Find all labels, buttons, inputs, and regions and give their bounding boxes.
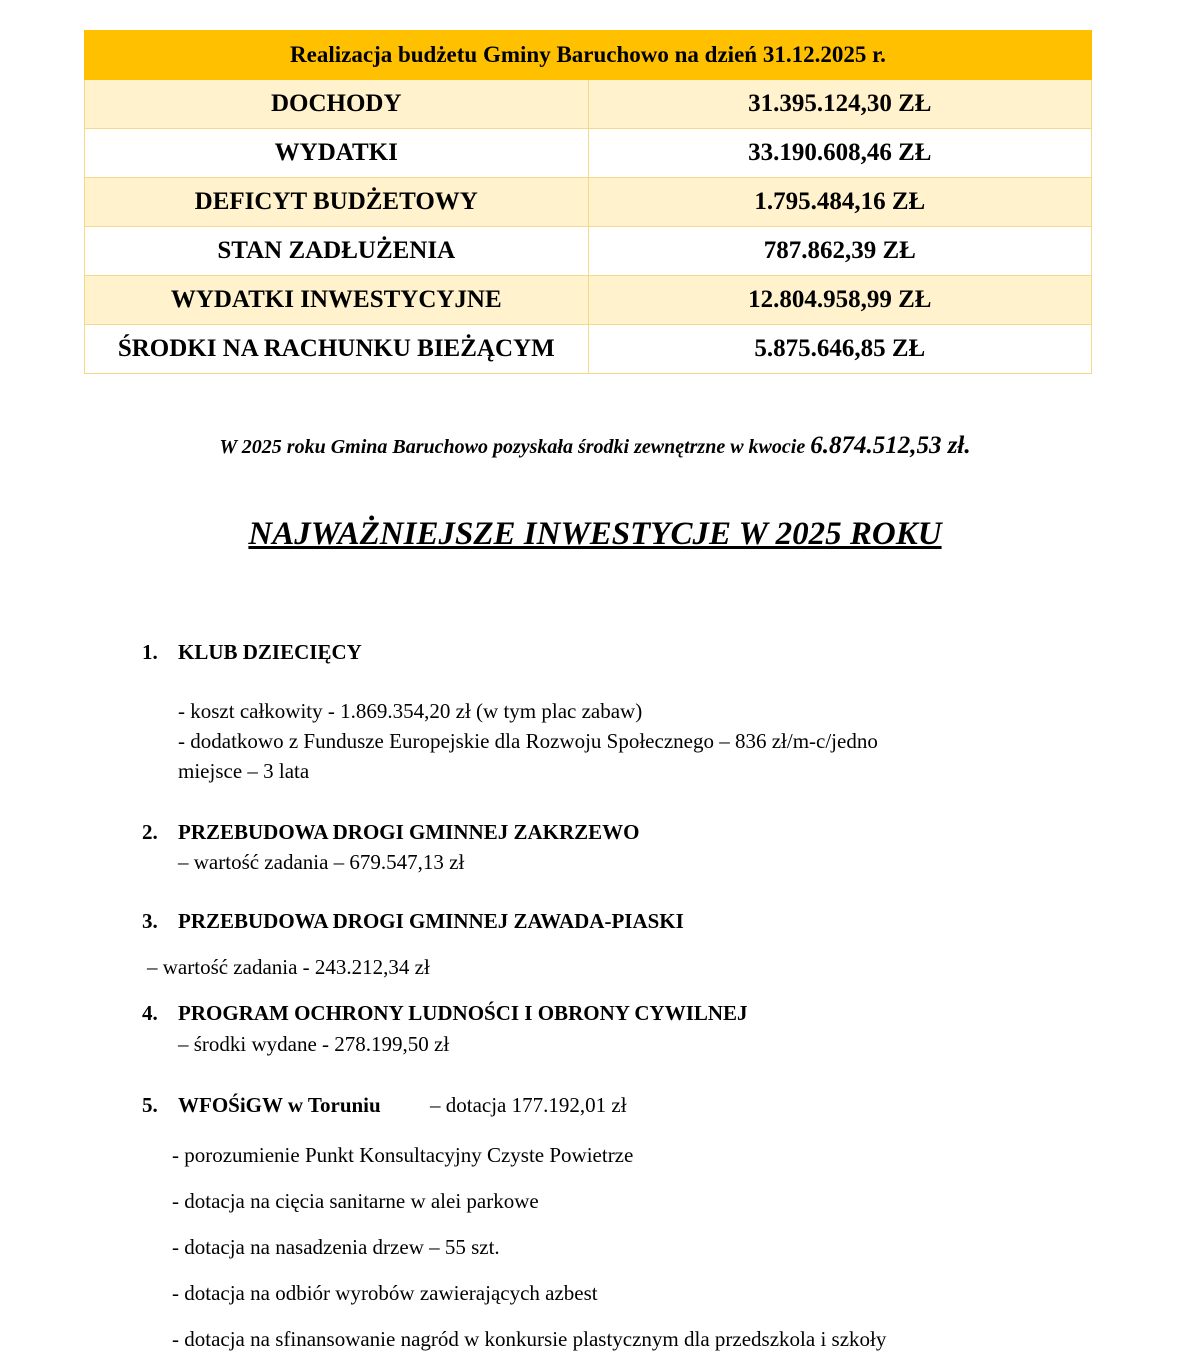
row-value: 31.395.124,30 ZŁ bbox=[588, 80, 1092, 129]
item-number: 2. bbox=[142, 820, 158, 844]
budget-title-row bbox=[85, 31, 1092, 80]
row-label: DOCHODY bbox=[85, 80, 589, 129]
item-number: 3. bbox=[142, 909, 158, 933]
item-line: – środki wydane - 278.199,50 zł bbox=[178, 1032, 450, 1056]
item-title: PRZEBUDOWA DROGI GMINNEJ ZAKRZEWO bbox=[178, 820, 640, 844]
table-row bbox=[85, 129, 1092, 178]
table-row bbox=[85, 325, 1092, 374]
row-value: 787.862,39 ZŁ bbox=[588, 227, 1092, 276]
investments-heading: NAJWAŻNIEJSZE INWESTYCJE W 2025 ROKU bbox=[248, 516, 942, 552]
item-title: WFOŚiGW w Toruniu bbox=[178, 1093, 381, 1117]
item-line: - dodatkowo z Fundusze Europejskie dla Rozwoju Społecznego – 836 zł/m-c/jedno bbox=[178, 729, 878, 753]
row-label: WYDATKI INWESTYCYJNE bbox=[85, 276, 589, 325]
item-line: - dotacja na sfinansowanie nagród w konkursie plastycznym dla przedszkola i szkoły bbox=[172, 1327, 887, 1351]
external-funds-text: W 2025 roku Gmina Baruchowo pozyskała środki zewnętrzne w kwocie bbox=[219, 436, 811, 458]
budget-title: Realizacja budżetu Gminy Baruchowo na dzień 31.12.2025 r. bbox=[85, 31, 1092, 80]
item-title: PRZEBUDOWA DROGI GMINNEJ ZAWADA-PIASKI bbox=[178, 909, 684, 933]
item-line: - dotacja na odbiór wyrobów zawierających azbest bbox=[172, 1281, 598, 1305]
budget-table bbox=[84, 30, 1092, 374]
item-line: - koszt całkowity - 1.869.354,20 zł (w tym plac zabaw) bbox=[178, 699, 643, 723]
external-funds-amount: 6.874.512,53 zł. bbox=[810, 432, 971, 459]
table-row bbox=[85, 276, 1092, 325]
item-line: - dotacja na cięcia sanitarne w alei parkowe bbox=[172, 1189, 539, 1213]
row-value: 1.795.484,16 ZŁ bbox=[588, 178, 1092, 227]
item-title: PROGRAM OCHRONY LUDNOŚCI I OBRONY CYWILNEJ bbox=[178, 1001, 748, 1025]
external-funds-note bbox=[0, 432, 1190, 460]
row-label: WYDATKI bbox=[85, 129, 589, 178]
item-line: – wartość zadania – 679.547,13 zł bbox=[178, 850, 465, 874]
item-title: KLUB DZIECIĘCY bbox=[178, 640, 362, 664]
row-value: 12.804.958,99 ZŁ bbox=[588, 276, 1092, 325]
row-label: DEFICYT BUDŻETOWY bbox=[85, 178, 589, 227]
row-value: 33.190.608,46 ZŁ bbox=[588, 129, 1092, 178]
item-number: 5. bbox=[142, 1093, 158, 1117]
row-value: 5.875.646,85 ZŁ bbox=[588, 325, 1092, 374]
item-suffix: – dotacja 177.192,01 zł bbox=[430, 1093, 627, 1117]
row-label: STAN ZADŁUŻENIA bbox=[85, 227, 589, 276]
table-row bbox=[85, 80, 1092, 129]
item-number: 4. bbox=[142, 1001, 158, 1025]
item-line: – wartość zadania - 243.212,34 zł bbox=[147, 955, 430, 979]
item-line: - dotacja na nasadzenia drzew – 55 szt. bbox=[172, 1235, 500, 1259]
item-number: 1. bbox=[142, 640, 158, 664]
item-line: miejsce – 3 lata bbox=[178, 759, 310, 783]
table-row bbox=[85, 227, 1092, 276]
item-line: - porozumienie Punkt Konsultacyjny Czyste Powietrze bbox=[172, 1143, 634, 1167]
row-label: ŚRODKI NA RACHUNKU BIEŻĄCYM bbox=[85, 325, 589, 374]
table-row bbox=[85, 178, 1092, 227]
